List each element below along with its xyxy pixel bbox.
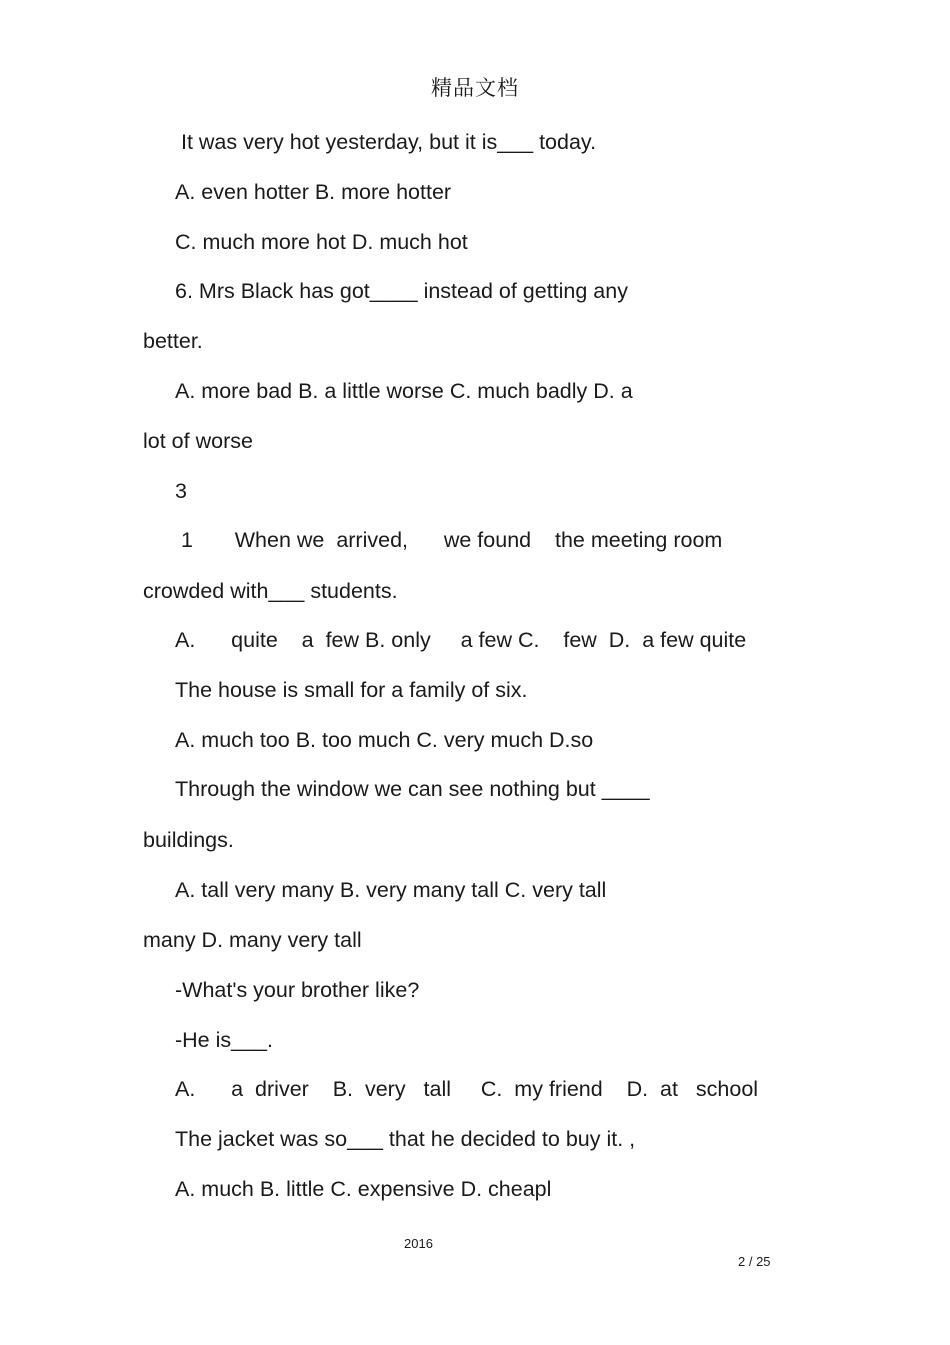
- footer-year: 2016: [404, 1236, 433, 1251]
- text-line: lot of worse: [143, 429, 253, 453]
- text-line: A. tall very many B. very many tall C. very tall: [175, 878, 607, 902]
- text-line: A. more bad B. a little worse C. much badly D. a: [175, 379, 633, 403]
- text-line: buildings.: [143, 828, 234, 852]
- page-header: 精品文档: [431, 76, 519, 100]
- text-line: many D. many very tall: [143, 928, 362, 952]
- text-line: 3: [175, 479, 187, 503]
- text-line: The house is small for a family of six.: [175, 678, 528, 702]
- text-line: better.: [143, 329, 203, 353]
- text-line: A. a driver B. very tall C. my friend D. at school: [175, 1077, 759, 1101]
- text-line: 6. Mrs Black has got____ instead of getting any: [175, 279, 628, 303]
- text-line: -He is___.: [175, 1028, 273, 1052]
- text-line: A. much B. little C. expensive D. cheapl: [175, 1177, 552, 1201]
- text-line: Through the window we can see nothing but ____: [175, 777, 650, 801]
- text-line: A. much too B. too much C. very much D.so: [175, 728, 594, 752]
- text-line: C. much more hot D. much hot: [175, 230, 468, 254]
- page-number: 2 / 25: [738, 1254, 771, 1269]
- text-line: A. even hotter B. more hotter: [175, 180, 452, 204]
- text-line: crowded with___ students.: [143, 579, 398, 603]
- text-line: 1 When we arrived, we found the meeting room: [175, 528, 723, 552]
- text-line: It was very hot yesterday, but it is___ today.: [175, 130, 597, 154]
- text-line: The jacket was so___ that he decided to buy it. ,: [175, 1127, 636, 1151]
- text-line: A. quite a few B. only a few C. few D. a few quite: [175, 628, 747, 652]
- text-line: -What's your brother like?: [175, 978, 420, 1002]
